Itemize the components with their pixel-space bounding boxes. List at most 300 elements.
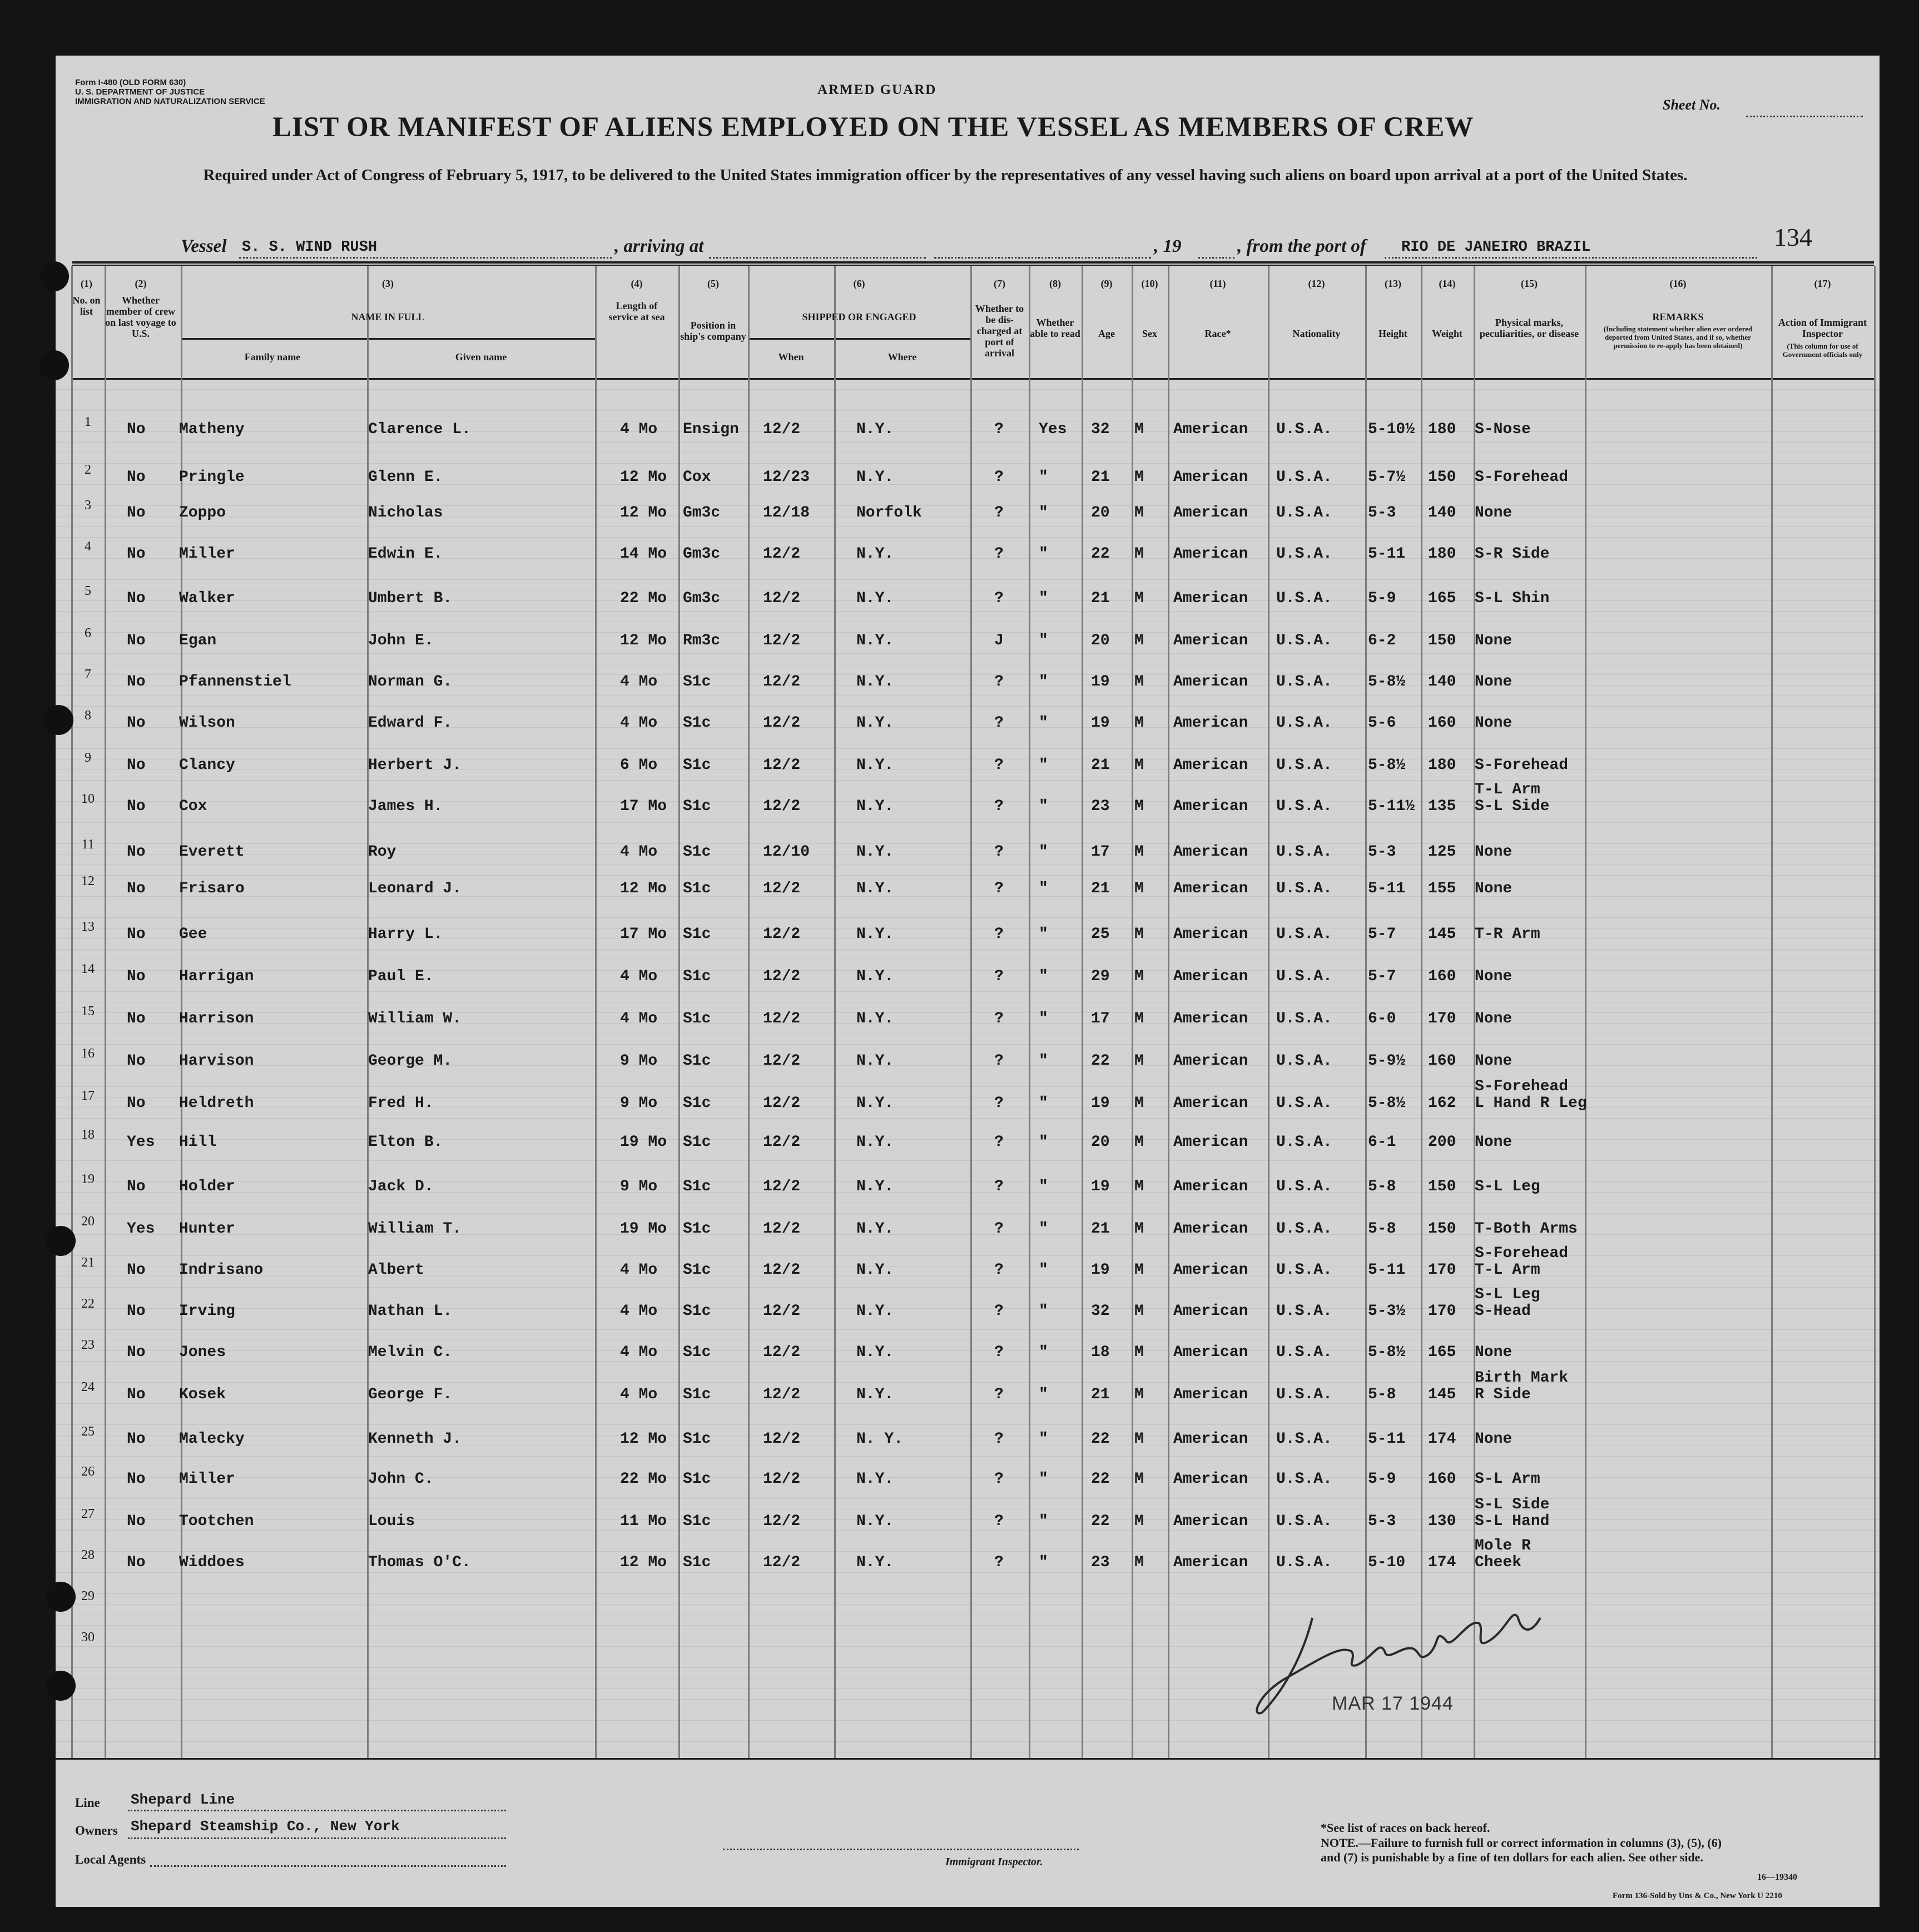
cell-sex: M (1134, 469, 1144, 486)
cell-given: Paul E. (368, 968, 434, 985)
cell-discharged: ? (994, 880, 1004, 897)
cell-discharged: ? (994, 1261, 1004, 1279)
cell-discharged: ? (994, 1344, 1004, 1361)
cell-where: N.Y. (856, 1095, 894, 1112)
cell-discharged: ? (994, 1095, 1004, 1112)
cell-read: " (1039, 1010, 1048, 1027)
cell-nationality: U.S.A. (1276, 1386, 1332, 1403)
cell-marks: None (1475, 968, 1513, 985)
cell-position: Cox (683, 469, 711, 486)
col-3-header: NAME IN FULL (351, 311, 425, 322)
cell-position: S1c (683, 926, 711, 943)
cell-height: 5-7½ (1368, 469, 1406, 486)
row-number: 22 (81, 1297, 95, 1311)
cell-given: Umbert B. (368, 590, 453, 607)
cell-service: 9 Mo (620, 1052, 658, 1070)
row-number: 10 (81, 792, 95, 806)
cell-read: " (1039, 1386, 1048, 1403)
cell-height: 5-11 (1368, 1431, 1406, 1448)
cell-last: No (127, 880, 146, 897)
cell-sex: M (1134, 1010, 1144, 1027)
cell-discharged: ? (994, 1052, 1004, 1070)
col-17-subheader: (This column for use of Government officials only (1782, 342, 1863, 359)
cell-read: " (1039, 632, 1048, 649)
cell-service: 4 Mo (620, 673, 658, 691)
cell-service: 4 Mo (620, 714, 658, 732)
cell-read: " (1039, 590, 1048, 607)
cell-family: Holder (179, 1178, 235, 1195)
cell-race: American (1173, 757, 1248, 774)
cell-read: " (1039, 798, 1048, 815)
cell-last: No (127, 632, 146, 649)
row-number: 29 (81, 1589, 95, 1603)
cell-marks-line2: S-L Side (1475, 798, 1550, 815)
col-16-subheader: (Including statement whether alien ever ordered deported from United States, and if so, whether permission to re-apply has been obtained) (1603, 325, 1753, 350)
cell-position: S1c (683, 843, 711, 861)
cell-marks: Mole R (1475, 1537, 1531, 1554)
cell-service: 4 Mo (620, 968, 658, 985)
cell-family: Frisaro (179, 880, 245, 897)
cell-family: Pfannenstiel (179, 673, 291, 691)
cell-read: " (1039, 757, 1048, 774)
cell-read: " (1039, 673, 1048, 691)
cell-family: Pringle (179, 469, 245, 486)
row-number: 3 (85, 498, 91, 513)
cell-weight: 125 (1428, 843, 1456, 861)
cell-where: N. Y. (856, 1431, 904, 1448)
cell-nationality: U.S.A. (1276, 1095, 1332, 1112)
cell-position: S1c (683, 1220, 711, 1238)
cell-nationality: U.S.A. (1276, 1052, 1332, 1070)
cell-age: 22 (1091, 545, 1110, 563)
col-8-number: (8) (1049, 278, 1061, 289)
col-17-number: (17) (1814, 278, 1831, 289)
cell-height: 5-9½ (1368, 1052, 1406, 1070)
cell-service: 12 Mo (620, 469, 667, 486)
cell-last: No (127, 1095, 146, 1112)
row-number: 30 (81, 1630, 95, 1645)
cell-last: No (127, 1431, 146, 1448)
cell-service: 4 Mo (620, 1261, 658, 1279)
cell-last: No (127, 1554, 146, 1571)
cell-service: 4 Mo (620, 843, 658, 861)
cell-marks: T-L Arm (1475, 781, 1540, 798)
cell-height: 5-11½ (1368, 798, 1415, 815)
cell-discharged: ? (994, 504, 1004, 522)
cell-where: N.Y. (856, 880, 894, 897)
cell-discharged: J (994, 632, 1004, 649)
cell-height: 5-8 (1368, 1386, 1396, 1403)
cell-age: 21 (1091, 880, 1110, 897)
cell-where: N.Y. (856, 968, 894, 985)
cell-service: 9 Mo (620, 1178, 658, 1195)
cell-race: American (1173, 1010, 1248, 1027)
cell-last: No (127, 757, 146, 774)
col-3-number: (3) (382, 278, 394, 289)
cell-read: " (1039, 1052, 1048, 1070)
cell-read: " (1039, 469, 1048, 486)
cell-nationality: U.S.A. (1276, 798, 1332, 815)
cell-weight: 155 (1428, 880, 1456, 897)
cell-last: No (127, 1513, 146, 1530)
cell-sex: M (1134, 1095, 1144, 1112)
cell-age: 21 (1091, 1386, 1110, 1403)
cell-discharged: ? (994, 1134, 1004, 1151)
cell-service: 19 Mo (620, 1220, 667, 1238)
cell-height: 5-9 (1368, 590, 1396, 607)
cell-sex: M (1134, 1303, 1144, 1320)
cell-service: 11 Mo (620, 1513, 667, 1530)
cell-weight: 170 (1428, 1010, 1456, 1027)
cell-discharged: ? (994, 1010, 1004, 1027)
cell-last: No (127, 1261, 146, 1279)
cell-weight: 145 (1428, 1386, 1456, 1403)
col-3b-header: Given name (455, 351, 507, 362)
cell-race: American (1173, 469, 1248, 486)
cell-position: Rm3c (683, 632, 721, 649)
cell-when: 12/2 (763, 421, 801, 438)
row-number: 4 (85, 539, 91, 554)
col-3a-header: Family name (244, 351, 301, 362)
cell-race: American (1173, 843, 1248, 861)
row-number: 24 (81, 1380, 95, 1394)
cell-marks: None (1475, 1431, 1513, 1448)
cell-position: Gm3c (683, 545, 721, 563)
cell-marks: S-Forehead (1475, 469, 1569, 486)
penalty-note: NOTE.—Failure to furnish full or correct information in columns (3), (5), (6) and (7) is punishable by a fine of ten dollars for each alien. See other side. (1321, 1836, 1722, 1864)
cell-position: S1c (683, 714, 711, 732)
col-5-number: (5) (707, 278, 719, 289)
manifest-title: LIST OR MANIFEST OF ALIENS EMPLOYED ON THE VESSEL AS MEMBERS OF CREW (272, 112, 1474, 143)
cell-age: 19 (1091, 1178, 1110, 1195)
cell-sex: M (1134, 1134, 1144, 1151)
sheet-label: Sheet No. (1663, 97, 1720, 113)
requirement-text: Required under Act of Congress of February 5, 1917, to be delivered to the United States immigration officer by the representatives of any vessel having such aliens on board upon arrival at a port of the United States. (203, 166, 1688, 184)
cell-where: Norfolk (856, 504, 922, 522)
cell-position: Ensign (683, 421, 739, 438)
cell-height: 5-8½ (1368, 1344, 1406, 1361)
cell-marks: S-L Leg (1475, 1286, 1540, 1303)
cell-marks: None (1475, 880, 1513, 897)
cell-weight: 162 (1428, 1095, 1456, 1112)
cell-family: Zoppo (179, 504, 226, 522)
cell-discharged: ? (994, 1178, 1004, 1195)
cell-age: 21 (1091, 757, 1110, 774)
punch-hole (46, 1582, 76, 1612)
cell-given: Herbert J. (368, 757, 462, 774)
cell-sex: M (1134, 880, 1144, 897)
cell-nationality: U.S.A. (1276, 1471, 1332, 1488)
cell-read: " (1039, 1261, 1048, 1279)
line-label: Line (75, 1796, 100, 1810)
cell-race: American (1173, 1386, 1248, 1403)
row-number: 5 (85, 584, 91, 598)
cell-where: N.Y. (856, 1134, 894, 1151)
punch-hole (39, 350, 69, 380)
local-agents-label: Local Agents (75, 1852, 146, 1866)
cell-sex: M (1134, 1431, 1144, 1448)
cell-service: 4 Mo (620, 1303, 658, 1320)
cell-service: 9 Mo (620, 1095, 658, 1112)
cell-race: American (1173, 1344, 1248, 1361)
cell-given: William W. (368, 1010, 462, 1027)
cell-age: 22 (1091, 1513, 1110, 1530)
cell-discharged: ? (994, 421, 1004, 438)
cell-last: No (127, 968, 146, 985)
cell-service: 12 Mo (620, 632, 667, 649)
cell-given: Melvin C. (368, 1344, 453, 1361)
cell-nationality: U.S.A. (1276, 632, 1332, 649)
cell-where: N.Y. (856, 843, 894, 861)
col-15-header: Physical marks, peculiarities, or disease (1479, 317, 1579, 339)
cell-marks: None (1475, 504, 1513, 522)
cell-family: Harrigan (179, 968, 254, 985)
cell-age: 17 (1091, 1010, 1110, 1027)
cell-age: 18 (1091, 1344, 1110, 1361)
cell-marks: T-Both Arms (1475, 1220, 1578, 1238)
cell-when: 12/2 (763, 590, 801, 607)
cell-where: N.Y. (856, 1261, 894, 1279)
cell-nationality: U.S.A. (1276, 880, 1332, 897)
cell-family: Indrisano (179, 1261, 264, 1279)
cell-marks: S-Forehead (1475, 757, 1569, 774)
col-6a-header: When (778, 351, 804, 362)
cell-height: 5-10 (1368, 1554, 1406, 1571)
cell-marks-line2: R Side (1475, 1386, 1531, 1403)
col-9-number: (9) (1100, 278, 1113, 289)
cell-service: 12 Mo (620, 880, 667, 897)
cell-sex: M (1134, 843, 1144, 861)
cell-when: 12/23 (763, 469, 810, 486)
cell-read: Yes (1039, 421, 1067, 438)
cell-marks: None (1475, 714, 1513, 732)
cell-family: Egan (179, 632, 217, 649)
cell-when: 12/2 (763, 1095, 801, 1112)
col-6-number: (6) (853, 278, 865, 289)
cell-given: Harry L. (368, 926, 443, 943)
cell-race: American (1173, 1095, 1248, 1112)
armed-guard-label: ARMED GUARD (817, 82, 937, 97)
cell-weight: 160 (1428, 714, 1456, 732)
col-6b-header: Where (887, 351, 917, 362)
col-5-header: Position in ship's company (680, 320, 746, 342)
row-number: 14 (81, 962, 95, 976)
row-number: 2 (85, 463, 91, 477)
cell-where: N.Y. (856, 590, 894, 607)
cell-read: " (1039, 968, 1048, 985)
cell-read: " (1039, 1344, 1048, 1361)
cell-nationality: U.S.A. (1276, 1134, 1332, 1151)
cell-read: " (1039, 1554, 1048, 1571)
cell-height: 5-8½ (1368, 673, 1406, 691)
cell-last: No (127, 673, 146, 691)
cell-given: Edward F. (368, 714, 453, 732)
cell-weight: 130 (1428, 1513, 1456, 1530)
cell-where: N.Y. (856, 632, 894, 649)
cell-service: 12 Mo (620, 504, 667, 522)
cell-marks: None (1475, 1134, 1513, 1151)
cell-read: " (1039, 1134, 1048, 1151)
cell-given: Nathan L. (368, 1303, 453, 1320)
cell-where: N.Y. (856, 1010, 894, 1027)
cell-where: N.Y. (856, 673, 894, 691)
cell-where: N.Y. (856, 757, 894, 774)
cell-age: 17 (1091, 843, 1110, 861)
cell-race: American (1173, 714, 1248, 732)
cell-race: American (1173, 1261, 1248, 1279)
cell-race: American (1173, 1471, 1248, 1488)
vessel-name: S. S. WIND RUSH (242, 239, 378, 256)
cell-position: S1c (683, 880, 711, 897)
punch-hole (43, 705, 73, 735)
cell-given: Glenn E. (368, 469, 443, 486)
col-16-header: REMARKS (1652, 311, 1704, 322)
cell-when: 12/2 (763, 1220, 801, 1238)
cell-read: " (1039, 1220, 1048, 1238)
cell-weight: 174 (1428, 1431, 1456, 1448)
cell-race: American (1173, 1303, 1248, 1320)
cell-last: No (127, 1303, 146, 1320)
cell-given: Roy (368, 843, 396, 861)
cell-age: 21 (1091, 1220, 1110, 1238)
cell-service: 4 Mo (620, 1386, 658, 1403)
col-13-number: (13) (1385, 278, 1401, 289)
cell-read: " (1039, 1431, 1048, 1448)
cell-discharged: ? (994, 798, 1004, 815)
cell-last: No (127, 926, 146, 943)
cell-race: American (1173, 421, 1248, 438)
cell-last: No (127, 1344, 146, 1361)
cell-race: American (1173, 1431, 1248, 1448)
cell-given: Louis (368, 1513, 415, 1530)
cell-service: 22 Mo (620, 1471, 667, 1488)
cell-last: No (127, 798, 146, 815)
cell-race: American (1173, 1052, 1248, 1070)
cell-age: 22 (1091, 1052, 1110, 1070)
manifest-sheet (56, 56, 1880, 1907)
cell-marks-line2: S-Head (1475, 1303, 1531, 1320)
cell-nationality: U.S.A. (1276, 968, 1332, 985)
cell-where: N.Y. (856, 1178, 894, 1195)
cell-nationality: U.S.A. (1276, 590, 1332, 607)
cell-race: American (1173, 1554, 1248, 1571)
form-code: 16—19340 (1757, 1873, 1797, 1882)
cell-discharged: ? (994, 757, 1004, 774)
cell-when: 12/2 (763, 757, 801, 774)
cell-when: 12/2 (763, 714, 801, 732)
cell-when: 12/2 (763, 1513, 801, 1530)
cell-where: N.Y. (856, 798, 894, 815)
row-number: 12 (81, 874, 95, 888)
cell-where: N.Y. (856, 1513, 894, 1530)
cell-nationality: U.S.A. (1276, 714, 1332, 732)
cell-weight: 180 (1428, 757, 1456, 774)
cell-when: 12/2 (763, 545, 801, 563)
cell-nationality: U.S.A. (1276, 1010, 1332, 1027)
cell-marks: S-L Arm (1475, 1471, 1540, 1488)
row-number: 16 (81, 1046, 95, 1061)
cell-service: 6 Mo (620, 757, 658, 774)
col-4-number: (4) (631, 278, 643, 289)
col-10-number: (10) (1141, 278, 1158, 289)
cell-weight: 145 (1428, 926, 1456, 943)
cell-last: No (127, 1178, 146, 1195)
cell-nationality: U.S.A. (1276, 1261, 1332, 1279)
punch-hole (39, 261, 69, 291)
cell-when: 12/2 (763, 673, 801, 691)
line-value: Shepard Line (131, 1791, 235, 1808)
cell-position: S1c (683, 1261, 711, 1279)
cell-race: American (1173, 968, 1248, 985)
cell-when: 12/2 (763, 926, 801, 943)
cell-race: American (1173, 926, 1248, 943)
cell-nationality: U.S.A. (1276, 1431, 1332, 1448)
row-number: 7 (85, 667, 91, 682)
cell-given: George M. (368, 1052, 453, 1070)
cell-last: No (127, 714, 146, 732)
cell-marks: S-L Side (1475, 1496, 1550, 1513)
cell-race: American (1173, 1134, 1248, 1151)
cell-sex: M (1134, 1554, 1144, 1571)
vessel-label: Vessel (181, 236, 227, 256)
col-7-number: (7) (994, 278, 1005, 289)
cell-when: 12/10 (763, 843, 810, 861)
cell-position: S1c (683, 673, 711, 691)
cell-height: 5-3 (1368, 843, 1396, 861)
cell-when: 12/2 (763, 1303, 801, 1320)
col-11-number: (11) (1209, 278, 1226, 289)
cell-race: American (1173, 1178, 1248, 1195)
cell-height: 6-2 (1368, 632, 1396, 649)
row-number: 6 (85, 626, 91, 640)
cell-last: Yes (127, 1134, 155, 1151)
cell-position: S1c (683, 1431, 711, 1448)
cell-nationality: U.S.A. (1276, 843, 1332, 861)
cell-age: 23 (1091, 798, 1110, 815)
cell-weight: 140 (1428, 673, 1456, 691)
cell-weight: 150 (1428, 1220, 1456, 1238)
cell-marks: S-Nose (1475, 421, 1531, 438)
row-number: 9 (85, 751, 91, 765)
cell-when: 12/2 (763, 798, 801, 815)
cell-read: " (1039, 714, 1048, 732)
cell-family: Tootchen (179, 1513, 254, 1530)
cell-service: 4 Mo (620, 421, 658, 438)
cell-given: Clarence L. (368, 421, 471, 438)
col-13-header: Height (1378, 328, 1407, 339)
cell-service: 17 Mo (620, 798, 667, 815)
cell-where: N.Y. (856, 926, 894, 943)
cell-sex: M (1134, 1471, 1144, 1488)
cell-when: 12/2 (763, 1344, 801, 1361)
col-10-header: Sex (1142, 328, 1157, 339)
cell-position: S1c (683, 1386, 711, 1403)
cell-read: " (1039, 1178, 1048, 1195)
cell-marks: S-R Side (1475, 545, 1550, 563)
cell-height: 6-1 (1368, 1134, 1396, 1151)
cell-nationality: U.S.A. (1276, 469, 1332, 486)
cell-given: Elton B. (368, 1134, 443, 1151)
cell-weight: 140 (1428, 504, 1456, 522)
cell-height: 5-8½ (1368, 1095, 1406, 1112)
cell-height: 5-10½ (1368, 421, 1415, 438)
cell-race: American (1173, 545, 1248, 563)
cell-family: Clancy (179, 757, 235, 774)
cell-weight: 165 (1428, 590, 1456, 607)
cell-read: " (1039, 880, 1048, 897)
cell-when: 12/2 (763, 880, 801, 897)
cell-height: 5-11 (1368, 1261, 1406, 1279)
